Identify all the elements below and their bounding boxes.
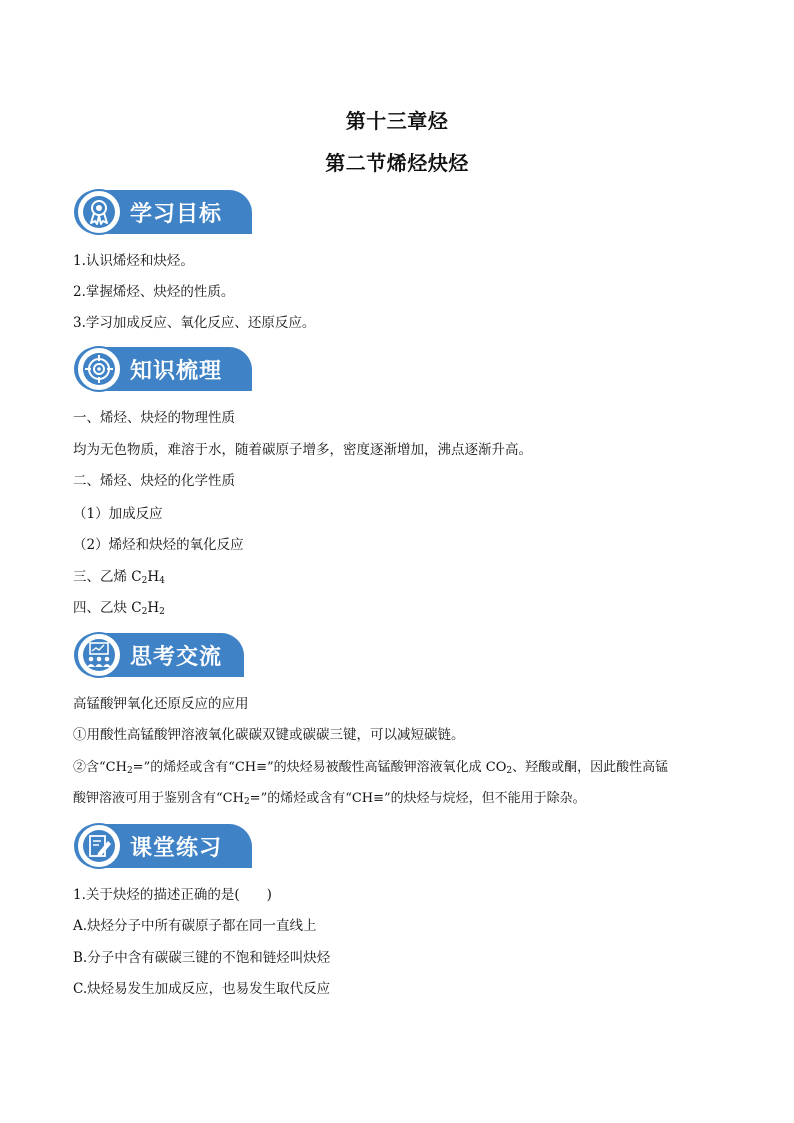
discussion-badge-label: 思考交流 (130, 645, 223, 670)
discussion-badge (74, 632, 244, 678)
practice-option-a: A.炔烃分子中所有碳原子都在同一直线上 (73, 918, 317, 934)
practice-option-b: B.分子中含有碳碳三键的不饱和链烃叫炔烃 (73, 950, 331, 966)
target-icon (83, 353, 115, 385)
chapter-title: 第十三章烃 (345, 109, 449, 133)
knowledge-line-5: （2）烯烃和炔烃的氧化反应 (73, 537, 244, 553)
award-ribbon-icon (83, 196, 115, 228)
discussion-point-2-line-1: ②含“$CH_2=$”的烯烃或含有“CH≡”的炔烃易被酸性高锰酸钾溶液氧化成 $CO_2$、羟酸或酮，因此酸性高锰 (73, 760, 669, 776)
knowledge-line-2: 均为无色物质，难溶于水，随着碳原子增多，密度逐渐增加，沸点逐渐升高。 (73, 442, 532, 458)
practice-badge-label: 课堂练习 (130, 836, 223, 861)
knowledge-line-3: 二、烯烃、炔烃的化学性质 (73, 473, 235, 489)
goal-item-3: 3.学习加成反应、氧化反应、还原反应。 (73, 315, 316, 331)
knowledge-badge (74, 346, 252, 392)
practice-question: 1.关于炔烃的描述正确的是( ) (73, 887, 272, 903)
practice-option-c: C.炔烃易发生加成反应，也易发生取代反应 (73, 981, 331, 997)
goals-badge-label: 学习目标 (130, 202, 223, 227)
knowledge-badge-label: 知识梳理 (130, 359, 223, 384)
knowledge-line-4: （1）加成反应 (73, 506, 163, 522)
team-presentation-icon (83, 639, 115, 671)
practice-badge (74, 823, 252, 869)
knowledge-line-1: 一、烯烃、炔烃的物理性质 (73, 410, 235, 426)
goal-item-2: 2.掌握烯烃、炔烃的性质。 (73, 284, 235, 300)
discussion-point-1: ①用酸性高锰酸钾溶液氧化碳碳双键或碳碳三键，可以减短碳链。 (73, 727, 465, 743)
edit-pencil-icon (83, 830, 115, 862)
discussion-heading: 高锰酸钾氧化还原反应的应用 (73, 696, 249, 712)
acetylene-line: 四、乙炔 $C_2H_2$ (73, 600, 165, 617)
goals-badge (74, 189, 252, 235)
goal-item-1: 1.认识烯烃和炔烃。 (73, 253, 194, 269)
ethylene-line: 三、乙烯 $C_2H_4$ (73, 569, 165, 586)
section-title: 第二节烯烃炔烃 (325, 151, 469, 175)
discussion-point-2-line-2: 酸钾溶液可用于鉴别含有“$CH_2=$”的烯烃或含有“CH≡”的炔烃与烷烃，但不能用于除杂。 (73, 791, 586, 807)
